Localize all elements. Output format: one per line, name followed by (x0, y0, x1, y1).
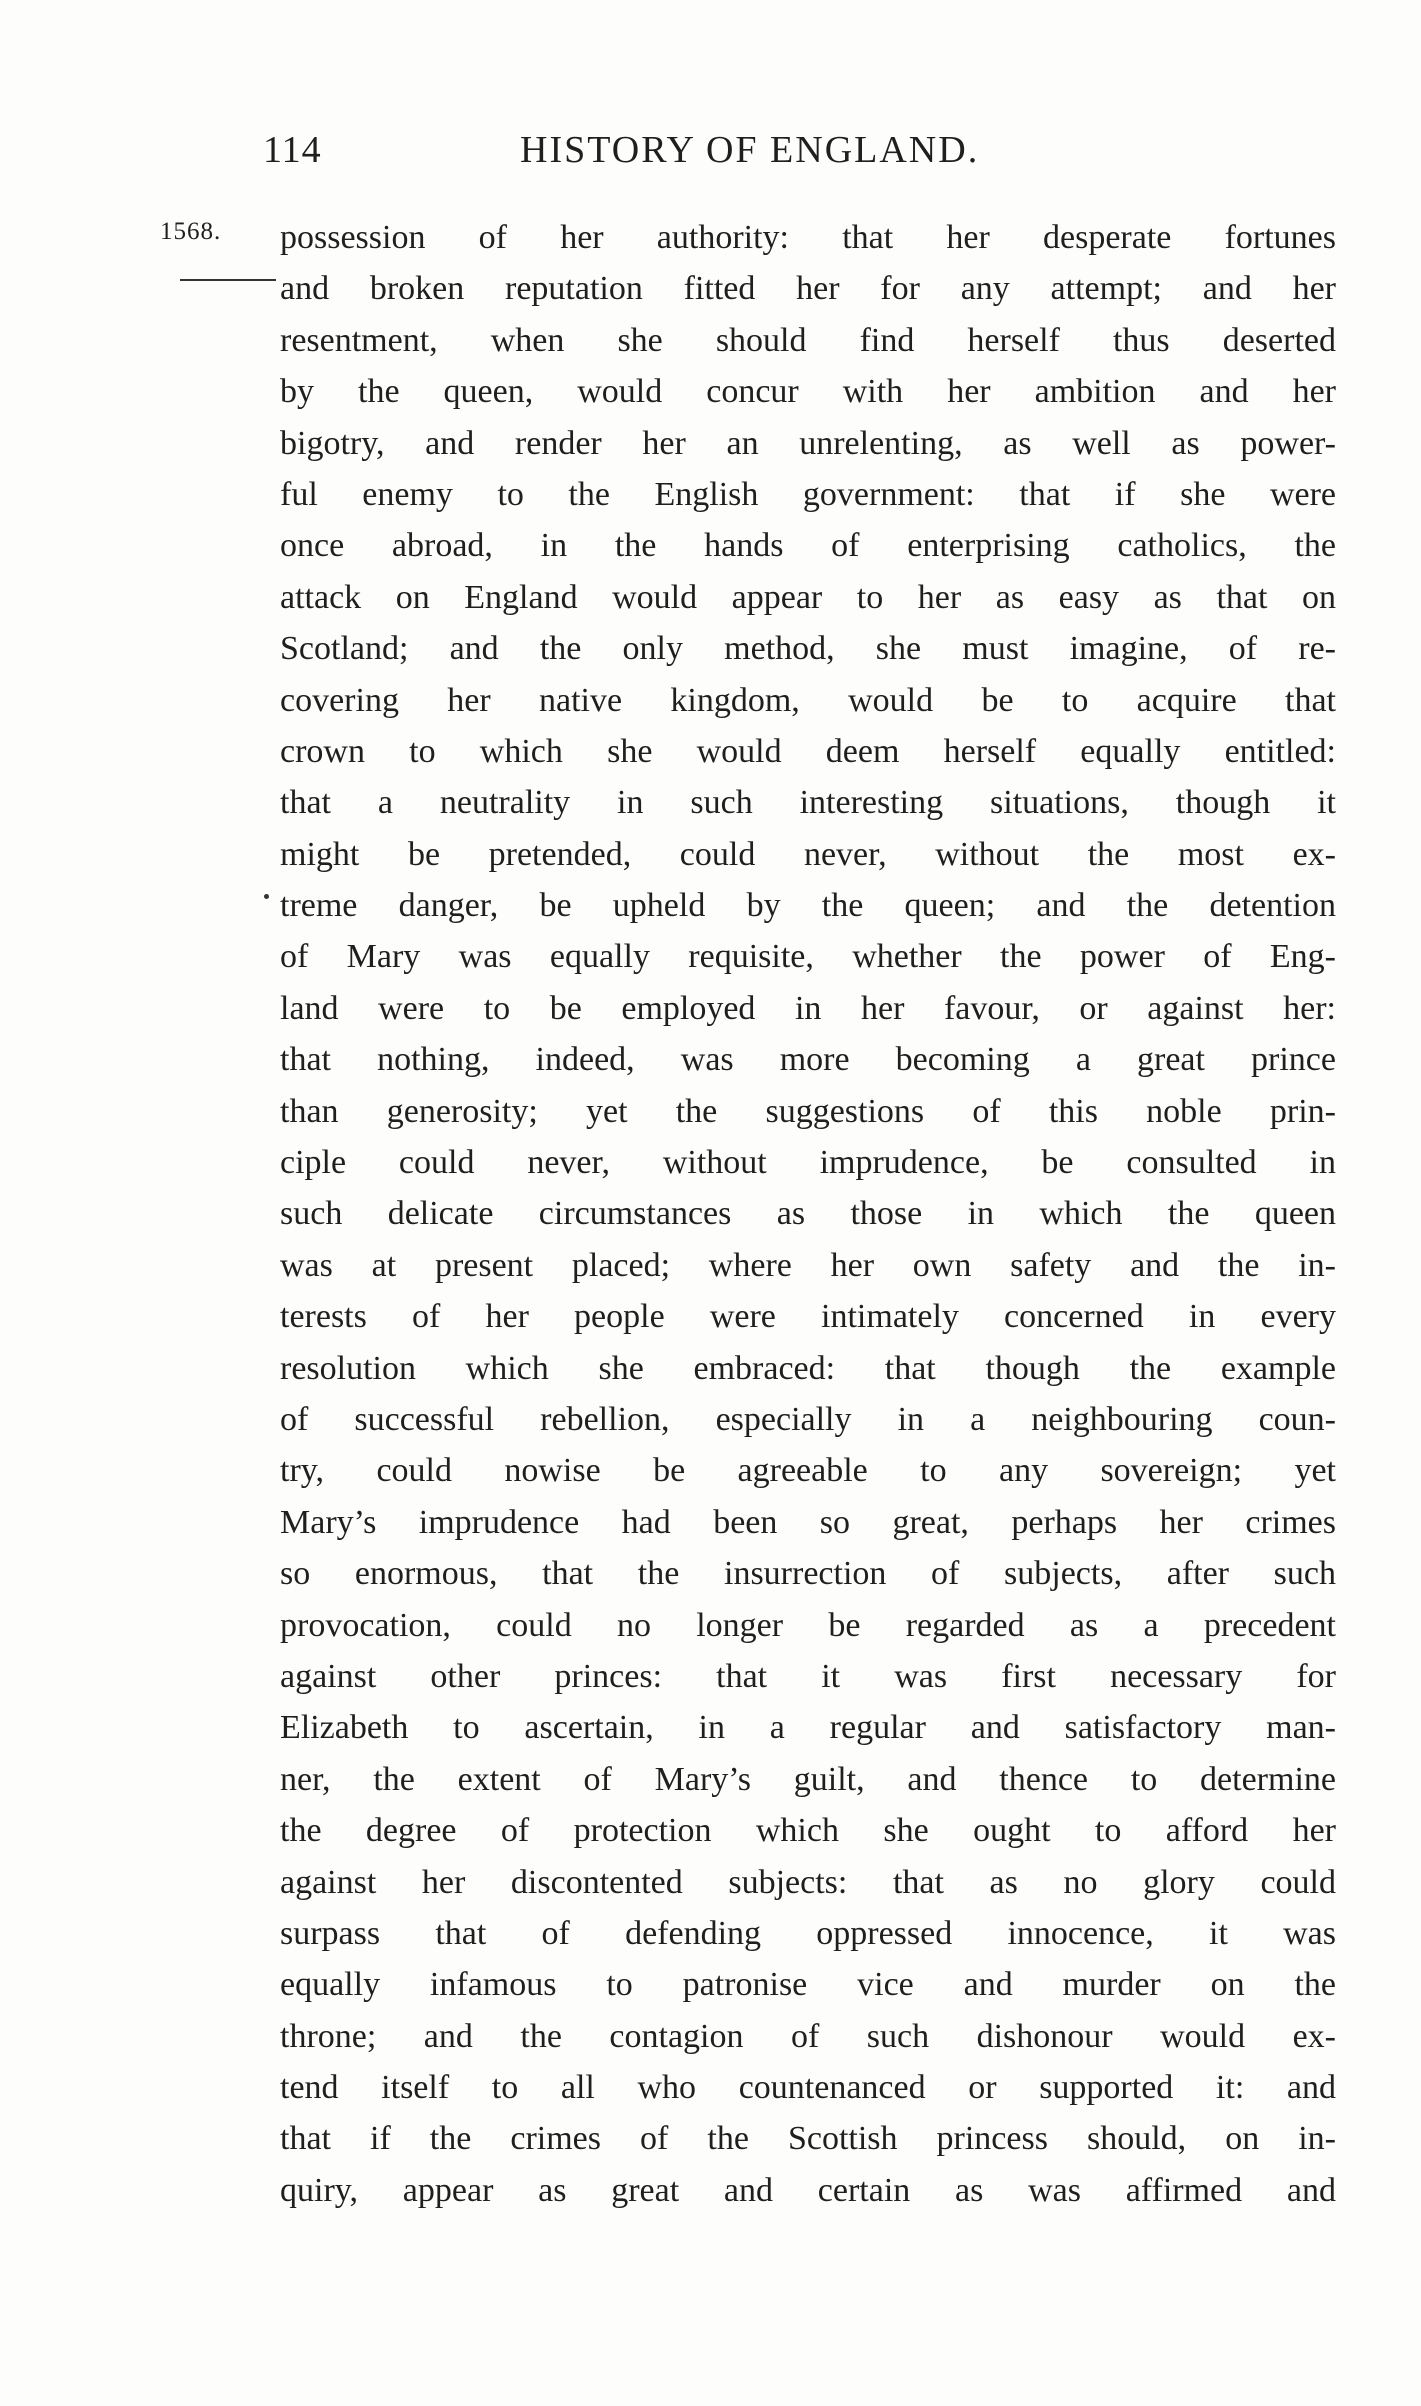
text-line: Mary’s imprudence had been so great, perhaps her crimes (280, 1503, 1336, 1541)
text-line: of Mary was equally requisite, whether the power of Eng- (280, 938, 1336, 976)
margin-year-note: 1568. (160, 218, 222, 245)
text-line: surpass that of defending oppressed innocence, it was (280, 1914, 1336, 1952)
text-line: covering her native kingdom, would be to acquire that (280, 681, 1336, 719)
text-line: throne; and the contagion of such dishonour would ex- (280, 2017, 1336, 2055)
text-line: that nothing, indeed, was more becoming a great prince (280, 1041, 1336, 1079)
margin-rule (180, 279, 276, 281)
text-line: against her discontented subjects: that as no glory could (280, 1863, 1336, 1901)
text-line: was at present placed; where her own safety and the in- (280, 1246, 1336, 1284)
text-line: against other princes: that it was first necessary for (280, 1657, 1336, 1695)
text-line: crown to which she would deem herself equally entitled: (280, 732, 1336, 770)
text-line: ciple could never, without imprudence, be consulted in (280, 1144, 1336, 1182)
text-line: quiry, appear as great and certain as was affirmed and (280, 2171, 1336, 2209)
text-line: resolution which she embraced: that though the example (280, 1349, 1336, 1387)
text-line: that if the crimes of the Scottish princess should, on in- (280, 2120, 1336, 2158)
text-line: treme danger, be upheld by the queen; and the detention (280, 887, 1336, 925)
text-line: once abroad, in the hands of enterprising catholics, the (280, 527, 1336, 565)
text-line: such delicate circumstances as those in which the queen (280, 1195, 1336, 1233)
text-line: so enormous, that the insurrection of subjects, after such (280, 1555, 1336, 1593)
text-line: than generosity; yet the suggestions of this noble prin- (280, 1092, 1336, 1130)
text-line: by the queen, would concur with her ambition and her (280, 373, 1336, 411)
text-line: provocation, could no longer be regarded as a precedent (280, 1606, 1336, 1644)
text-line: equally infamous to patronise vice and murder on the (280, 1966, 1336, 2004)
text-line: ner, the extent of Mary’s guilt, and thence to determine (280, 1760, 1336, 1798)
text-line: Scotland; and the only method, she must imagine, of re- (280, 630, 1336, 668)
text-line: tend itself to all who countenanced or supported it: and (280, 2069, 1336, 2107)
text-line: the degree of protection which she ought to afford her (280, 1812, 1336, 1850)
text-line: land were to be employed in her favour, or against her: (280, 989, 1336, 1027)
text-line: that a neutrality in such interesting situations, though it (280, 784, 1336, 822)
text-line: attack on England would appear to her as easy as that on (280, 578, 1336, 616)
text-line: might be pretended, could never, without the most ex- (280, 835, 1336, 873)
text-line: Elizabeth to ascertain, in a regular and satisfactory man- (280, 1709, 1336, 1747)
text-line: terests of her people were intimately concerned in every (280, 1298, 1336, 1336)
body-text (280, 212, 1336, 2216)
text-line: and broken reputation fitted her for any attempt; and her (280, 270, 1336, 308)
page-title: HISTORY OF ENGLAND. (520, 129, 980, 171)
text-line: try, could nowise be agreeable to any sovereign; yet (280, 1452, 1336, 1490)
page-number: 114 (263, 129, 322, 171)
text-line: ful enemy to the English government: that if she were (280, 475, 1336, 513)
text-line: of successful rebellion, especially in a neighbouring coun- (280, 1400, 1336, 1438)
text-line: bigotry, and render her an unrelenting, as well as power- (280, 424, 1336, 462)
running-head (0, 128, 1421, 188)
text-line: possession of her authority: that her desperate fortunes (280, 219, 1336, 256)
margin-dot (264, 894, 269, 899)
text-line: resentment, when she should find herself thus deserted (280, 321, 1336, 359)
